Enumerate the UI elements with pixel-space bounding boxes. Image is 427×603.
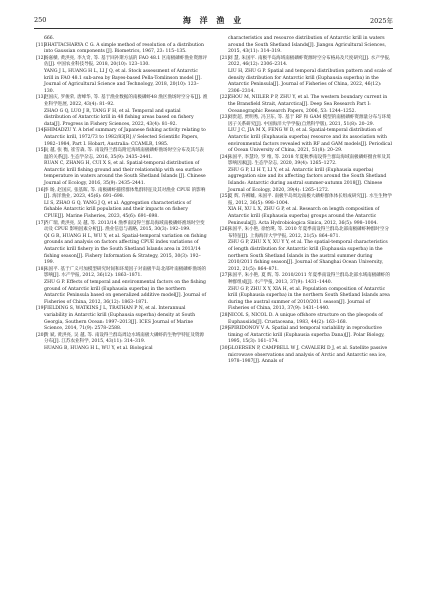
reference-text: 666. <box>44 36 55 41</box>
journal-title: 海 洋 渔 业 <box>182 15 245 25</box>
reference-text: 夏 辉, 许柳雄, 朱国平. 南极半岛周边南极大磷虾群体体长组成研究[J]. 水生生物学报, 2012, 36(5): 998–1004. <box>228 194 392 206</box>
reference-number: [28] <box>220 312 230 318</box>
reference-entry <box>36 188 208 201</box>
reference-text: ZHU G P, ZHU X Y, XU Y Y, et al. The spatial-temporal characteristics of length distribution for Antarctic krill (Euphausia superba) in the northern South Shetland Islands in the austral summer during 2010/2011 fishing season[J]. Journal of Shanghai Ocean University, 2012, 21(5): 864–871. <box>228 240 388 272</box>
reference-text: RUAN C, ZHANG H, CUI X S, et al. Spatial-temporal distribution of Antarctic krill fishing ground and their relationship with sea surface temperature in waters around the South Shetland Islands [J]. Chinese Journal of Ecology, 2016, 35(9): 2435–2441. <box>44 161 206 187</box>
reference-entry <box>220 313 392 326</box>
right-reference-column <box>220 36 392 366</box>
reference-entry <box>220 227 392 240</box>
reference-text: XIA H, XU L X, ZHU G P, et al. Research on length composition of Antarctic krill (Euphausia superba) groups around the Antarctic Peninsula[J]. Acta Hydrobiologica Sinica, 2012, 36(5): 998–1004. <box>228 207 380 226</box>
reference-entry <box>36 56 208 69</box>
reference-number: [25] <box>220 194 230 200</box>
reference-text: FIELDING S, WATKINS J L, TRATHAN P N, et al. Interannual variability in Antarctic krill (Euphausia superba) density at South Georgia, Southern Ocean: 1997–2013[J]. ICES Journal of Marine Science, 2014, 71(9): 2578–2588. <box>44 306 196 332</box>
reference-number: [15] <box>36 148 46 154</box>
reference-entry <box>36 148 208 161</box>
reference-text: 赵国庆, 罗俊荣, 唐峰华, 等. 基于渔业数据的南极磷虾48 渔区渔场时空分布[J]. 渔业科学进展, 2022, 43(4): 81–92. <box>44 95 208 107</box>
reference-text: 朱国平. 基于广义可加模型研究时间和环境因子对南极半岛北部叶南极磷虾渔场的影响[J]. 水产学报, 2012, 36(12): 1863–1871. <box>44 266 207 279</box>
reference-text: 朱国平, 朱小艳, 夏 辉, 等. 2010/2011 年夏季南设得兰群岛北部水域南极磷虾的种群组成[J]. 水产学报, 2013, 37(9): 1431–1440. <box>228 273 390 285</box>
reference-number: [18] <box>36 266 46 272</box>
reference-entry <box>220 287 392 313</box>
reference-text: SHIMADZU Y. A brief summary of Japanese fishing activity relating to Antarctic krill, 1972/73 to 1982/83[R] // Selected Scientific Papers, 1982–1984, Part I. Hobart, Australia: CCAMLR, 1985. <box>44 128 206 147</box>
reference-text: 杨嘉樑, 黄洪亮, 李九奇, 等. 基于回补斯方法的 FAO 48.1 区南极磷虾渔业资源评估[J]. 中国农业科技导报, 2018, 20(10): 123–130. <box>44 55 208 68</box>
reference-entry <box>36 43 208 56</box>
reference-text: ZHOU M, NIILER P P, ZHU Y, et al. The western boundary current in the Bransfield Strait, Antarctica[J]. Deep Sea Research Part I: Oceanographic Research Papers, 2006, 53: 1244–1252. <box>228 95 388 114</box>
reference-entry <box>36 346 208 353</box>
reference-number: [13] <box>36 95 46 101</box>
reference-text: 朱国平, 李慧玲, 罗 维, 等. 2018 年夏秋季南设得兰群岛海域南极磷虾摄食率及其影响因素[J]. 生态学杂志, 2020, 39(4): 1265–1272. <box>228 154 391 167</box>
reference-text: 刘 慧, 朱国平. 南极半岛海域南极磷虾资源时空分布格局及尺度研究[J]. 水产学报, 2022, 46(12): 2306–2314. <box>228 55 391 68</box>
reference-text: 朱国平, 朱小艳, 徐怡瑛, 等. 2010 年夏季南设得兰群岛北部南极磷虾种群时空分布特征[J]. 上海海洋大学学报, 2012, 21(5): 864–871. <box>228 227 389 239</box>
reference-entry <box>220 194 392 207</box>
reference-entry <box>220 155 392 168</box>
reference-entry <box>220 56 392 69</box>
reference-entry <box>220 240 392 273</box>
reference-entry <box>220 95 392 115</box>
reference-entry <box>36 109 208 129</box>
reference-text: characteristics and resource distribution of Antarctic krill in waters around the South Shetland Islands[J]. Jiangsu Agricultural Sciences, 2015, 43(11): 314–319. <box>228 36 387 55</box>
reference-entry <box>220 36 392 56</box>
reference-text: YANG J L, HUANG H L, LI J Q, et al. Stock assessment of Antarctic krill in FAO 48.1 sub-area by Bayes-based Pella-Tomlinson model [J]. Journal of Agricultural Science and Technology, 2018, 20(10): 123–130. <box>44 68 202 94</box>
publication-year: 2025年 <box>369 17 393 25</box>
reference-text: NICOL S, NICOL D. A unique offshore structure on the pleopods of Euphausiids[J]. Crustaceana, 1983, 44(2): 163–168. <box>228 312 383 325</box>
reference-number: [20] <box>36 332 46 338</box>
reference-entry <box>36 267 208 280</box>
reference-text: 黄 斌, 黄洪亮, 吴 越, 等. 南设得兰群岛周边水域南极大磷虾的生物学特征及资源分布[J]. 江苏农业科学, 2015, 43(11): 314–319. <box>44 332 204 345</box>
reference-entry <box>220 115 392 128</box>
reference-number: [12] <box>36 55 46 61</box>
reference-text: ZHAO G Q, LUO J R, TANG F H, et al. Temporal and spatial distribution of Antarctic krill in 48 fishing areas based on fishery data[J]. Progress in Fishery Sciences, 2022, 43(4): 81–92. <box>44 108 194 127</box>
page-header <box>34 16 393 29</box>
reference-entry <box>36 221 208 234</box>
reference-text: ZHU G P. Effects of temporal and environmental factors on the fishing ground of Antarctic krill (Euphausia superba) in the northern Antarctic Peninsula based on generalized additive model[J]. Journal of Fisheries of China, 2012, 36(12): 1863–1871. <box>44 279 207 305</box>
reference-number: [17] <box>36 220 46 226</box>
reference-number: [24] <box>220 154 230 160</box>
reference-number: [22] <box>220 95 230 101</box>
reference-text: SPIRIDONOV V A. Spatial and temporal variability in reproductive timing of Antarctic krill (Euphausia superba Dana)[J]. Polar Biology, 1995, 15(3): 161–174. <box>228 326 385 345</box>
reference-text: 李 旸, 赵国庆, 张基晖, 等. 南极磷虾捕捞群体集群特征及其对渔业 CPUE 的影响[J]. 海洋渔业, 2023, 45(6): 691–698. <box>44 187 206 200</box>
reference-text: QI G R, HUANG H L, WU Y, et al. Spatial-temporal variation on fishing grounds and analysis on factors affecting CPUE index variations of Antarctic krill fishery in the South Shetland Islands area in 2013/14 fishing season[J]. Fishery Information & Strategy, 2015, 30(3): 192–199. <box>44 233 207 266</box>
reference-number: [23] <box>220 115 230 121</box>
reference-entry <box>36 280 208 306</box>
reference-entry <box>36 161 208 187</box>
reference-text: ZHU G P, LI H T, LI Y, et al. Antarctic krill (Euphausia superba) aggregation size and its affecting factors around the South Shetland Islands: Antarctic during austral summer-autumn 2018[J]. Chinese Journal of Ecology, 2020, 39(4): 1265–1272. <box>228 167 387 193</box>
reference-text: HUANG B, HUANG H L, WU Y, et al. Biological <box>44 345 153 351</box>
reference-number: [16] <box>36 187 46 193</box>
reference-text: ZHU G P, ZHU X Y, XIA H, et al. Population composition of Antarctic krill (Euphausia superba) in the northern South Shetland Islands area during the austral summer of 2010/2011 season[J]. Journal of Fisheries of China, 2013, 37(9): 1431–1440. <box>228 286 390 312</box>
reference-text: LIU J C, JIA M X, FENG W D, et al. Spatial-temporal distribution of Antarctic krill (Euphausia superba) resource and its association with environmental factors revealed with RF and GAM models[J]. Periodical of Ocean University of China, 2021, 51(8): 20–29. <box>228 128 392 154</box>
reference-text: BHATTACHARYA C G. A simple method of resolution of a distribution into Gaussian components [J]. Biometrics, 1967, 23: 115–135. <box>44 42 204 55</box>
reference-entry <box>220 69 392 95</box>
reference-entry <box>220 273 392 286</box>
reference-text: LIU H, ZHU G P. Spatial and temporal distribution pattern and scale of density distribution for Antarctic krill (Euphausia superba) in the Antarctic Peninsula[J]. Journal of Fisheries of China, 2022, 46(12): 2306–2314. <box>228 68 392 94</box>
reference-number: [19] <box>36 306 46 312</box>
reference-entry <box>36 201 208 221</box>
reference-entry <box>36 128 208 148</box>
page-number: 250 <box>34 16 47 24</box>
reference-text: GLOERSEN P, CAMPBELL W J, CAVALERI D J, et al. Satellite passive microwave observations and analysis of Arctic and Antarctic sea ice, 1978–1987[J]. Annals of <box>228 345 388 365</box>
reference-entry <box>220 128 392 154</box>
reference-entry <box>220 168 392 194</box>
reference-entry <box>36 36 208 43</box>
reference-text: 齐广瑞, 黄洪亮, 吴 越, 等. 2013/14 渔季南设得兰群岛海域南极磷虾渔场时空变动及 CPUE 影响因素分析[J]. 渔业信息与战略, 2015, 30(3): 192–199. <box>44 220 205 233</box>
reference-number: [30] <box>220 345 230 351</box>
left-reference-column <box>36 36 208 353</box>
reference-number: [27] <box>220 273 230 279</box>
reference-entry <box>220 326 392 346</box>
reference-number: [14] <box>36 128 46 134</box>
reference-text: 刘贵超, 贾明秀, 冯卫东, 等. 基于 RF 和 GAM 模型的南极磷虾资源量分布与环境因子关系研究[J]. 中国海洋大学学报(自然科学版), 2021, 51(8): 20–29. <box>228 115 391 127</box>
reference-entry <box>36 95 208 108</box>
reference-number: [21] <box>220 55 230 61</box>
reference-text: 阮 越, 张 衡, 崔雪森, 等. 南设得兰群岛附近海域南极磷虾渔场时空分布及其与表温的关系[J]. 生态学杂志, 2016, 35(9): 2435–2441. <box>44 148 204 160</box>
reference-number: [26] <box>220 227 230 233</box>
reference-entry <box>36 333 208 346</box>
reference-number: [29] <box>220 326 230 332</box>
reference-entry <box>36 234 208 267</box>
reference-entry <box>220 346 392 366</box>
reference-text: LI S, ZHAO G Q, YANG J Q, et al. Aggregation characteristics of fishable Antarctic krill population and their impacts on fishery CPUE[J]. Marine Fisheries, 2023, 45(6): 691–698. <box>44 200 191 220</box>
reference-number: [11] <box>36 42 46 48</box>
reference-entry <box>36 69 208 95</box>
reference-entry <box>220 207 392 227</box>
reference-entry <box>36 306 208 332</box>
